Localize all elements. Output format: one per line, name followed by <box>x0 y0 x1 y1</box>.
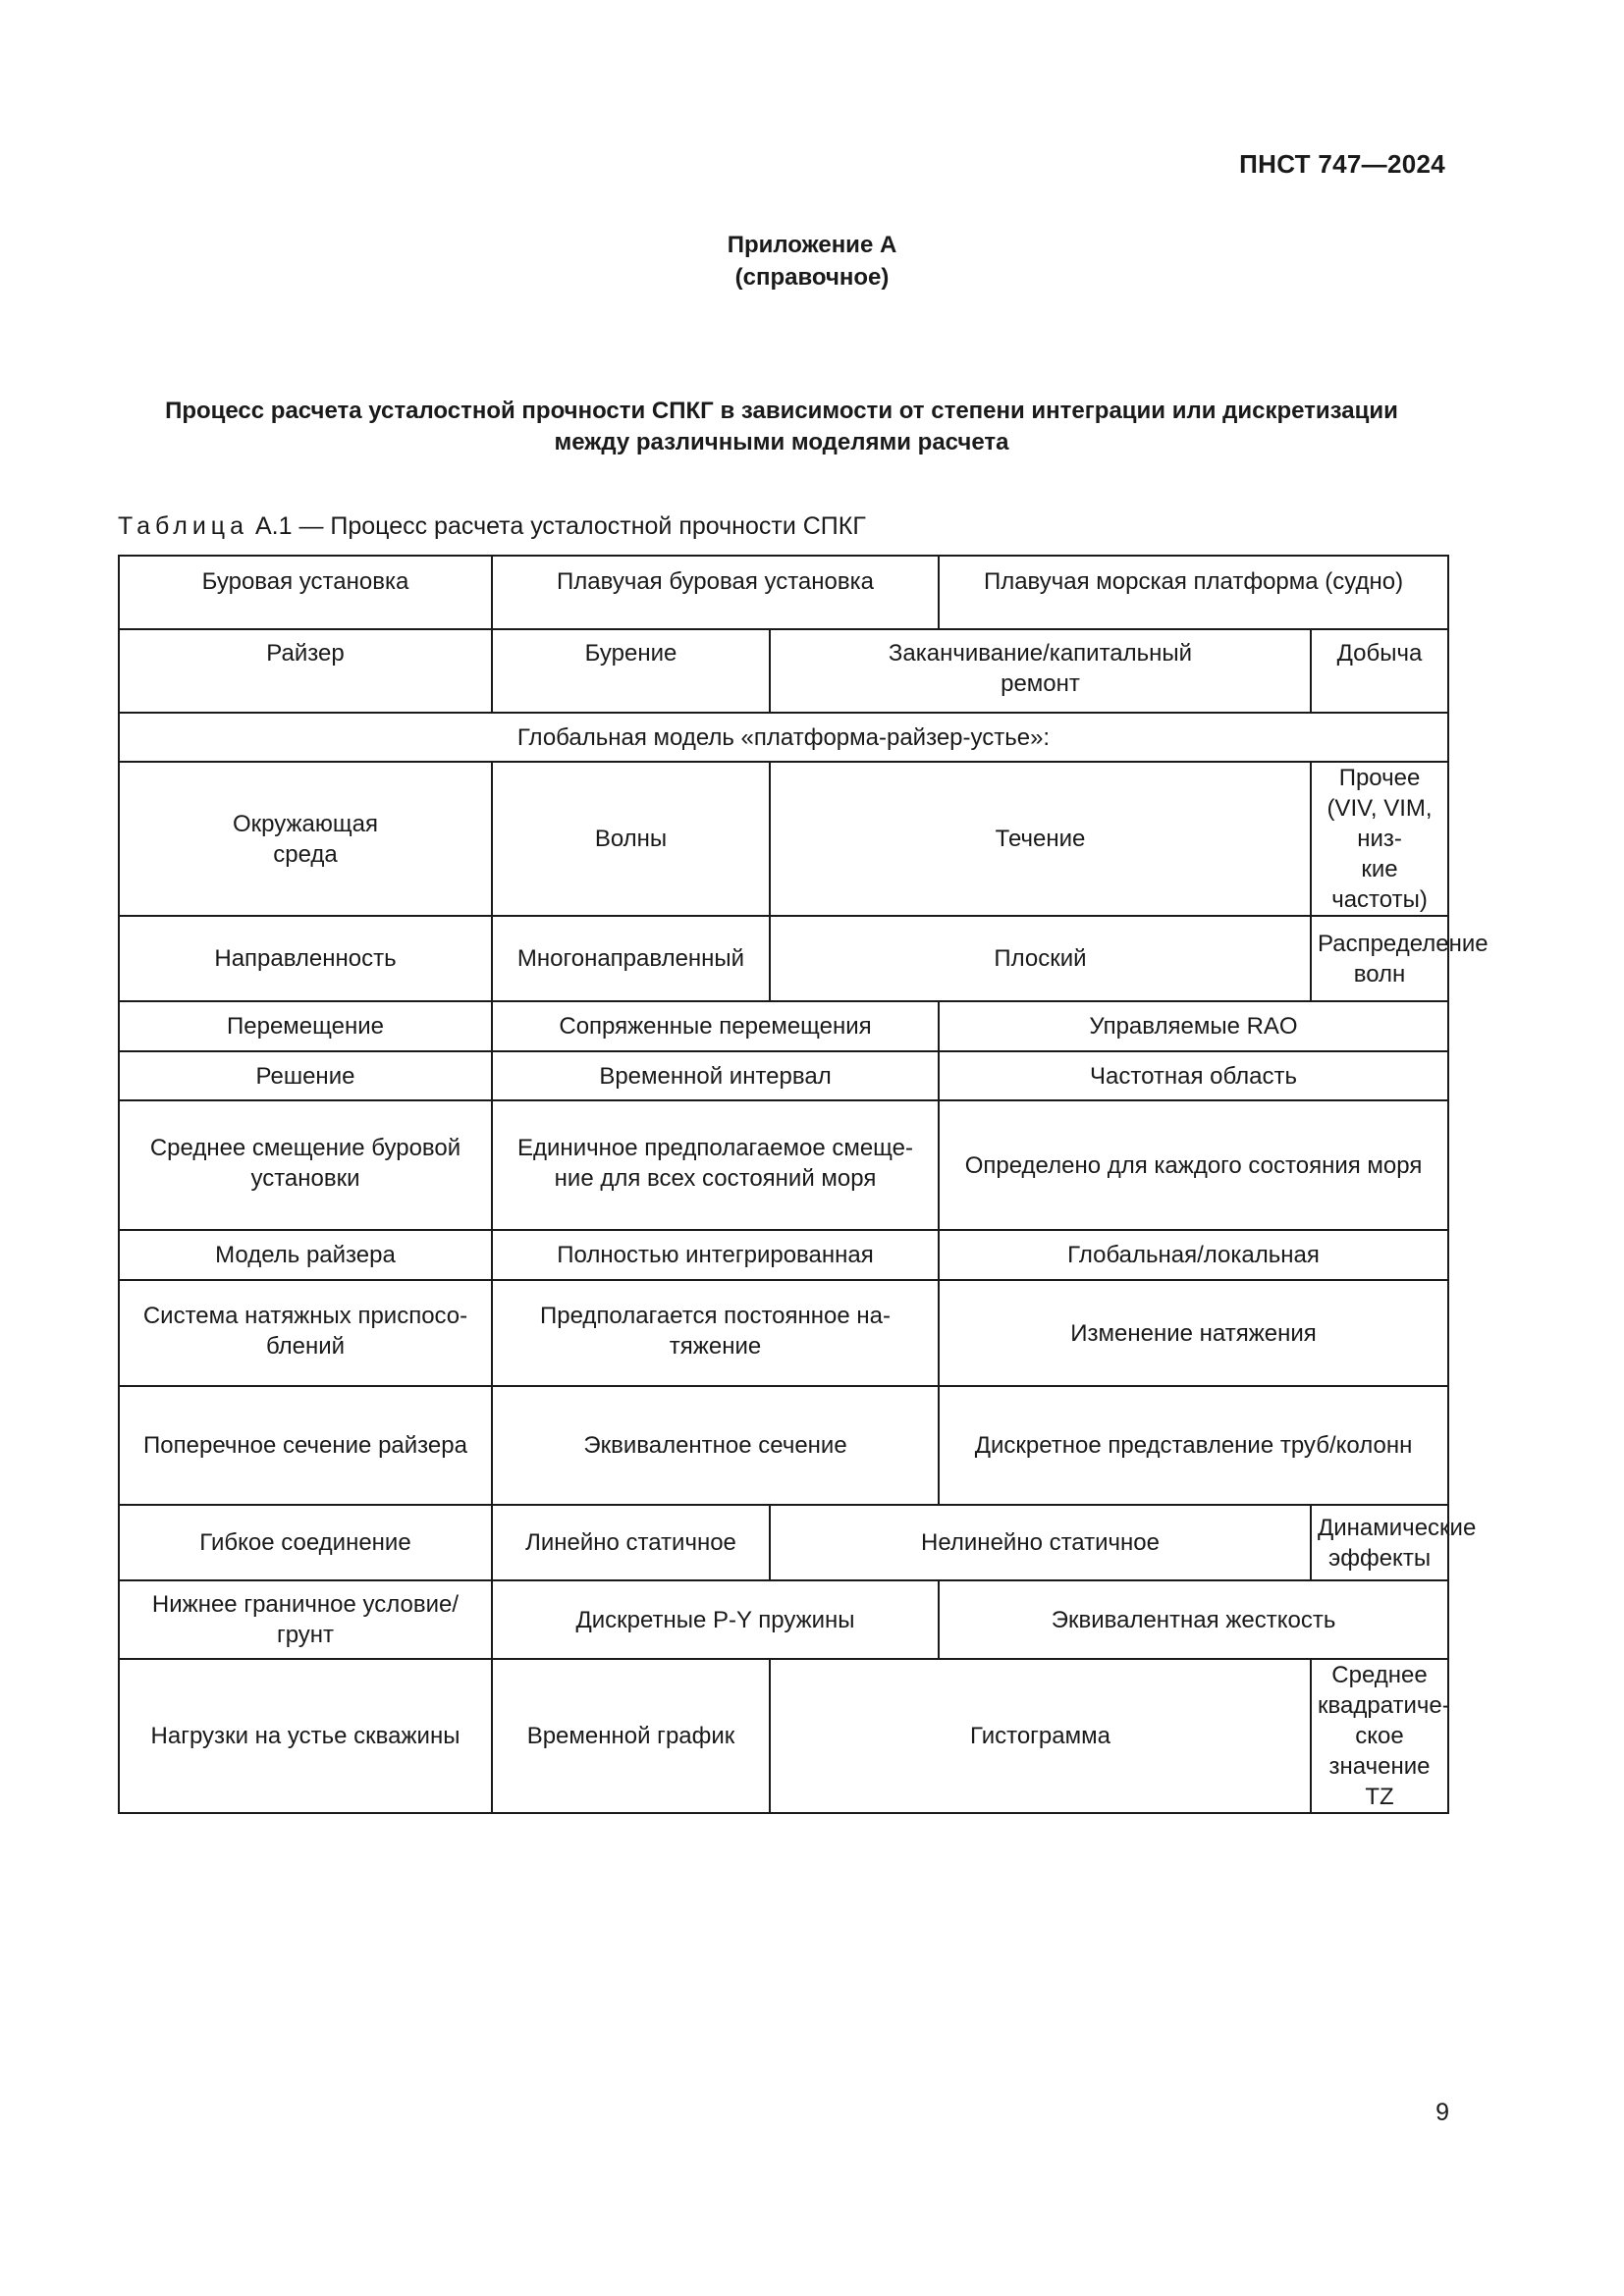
table-cell: Глобальная/локальная <box>939 1230 1448 1280</box>
cell-line: Система натяжных приспосо- <box>142 1303 468 1329</box>
table-cell <box>492 1100 939 1230</box>
table-cell: Изменение натяжения <box>939 1280 1448 1386</box>
table-caption <box>118 512 866 541</box>
table-cell <box>119 762 492 916</box>
table-cell: Эквивалентная жесткость <box>939 1580 1448 1659</box>
table-cell: Линейно статичное <box>492 1505 770 1580</box>
table-row <box>119 713 1448 762</box>
table-cell: Волны <box>492 762 770 916</box>
table-cell: Дискретные Р-Y пружины <box>492 1580 939 1659</box>
table-row <box>119 1280 1448 1386</box>
table-cell: Временной интервал <box>492 1051 939 1100</box>
table-row <box>119 556 1448 629</box>
table-cell: Бурение <box>492 629 770 713</box>
table-cell: Поперечное сечение райзера <box>119 1386 492 1505</box>
cell-line: Окружающая <box>232 810 378 837</box>
table-cell: Эквивалентное сечение <box>492 1386 939 1505</box>
table-cell: Управляемые RAO <box>939 1001 1448 1051</box>
heading-line-1: Процесс расчета усталостной прочности СПКГ в зависимости от степени интеграции или дискретизации <box>165 398 1398 424</box>
table-cell: Дискретное представление труб/колонн <box>939 1386 1448 1505</box>
table-cell <box>119 1580 492 1659</box>
caption-text: А.1 — Процесс расчета усталостной прочности СПКГ <box>248 512 866 540</box>
table-cell: Гибкое соединение <box>119 1505 492 1580</box>
cell-line: Среднее смещение буровой <box>149 1135 461 1161</box>
document-code: ПНСТ 747—2024 <box>1239 149 1445 179</box>
table-cell: Течение <box>770 762 1311 916</box>
table-row <box>119 1505 1448 1580</box>
cell-line: Заканчивание/капитальный <box>888 640 1193 667</box>
cell-line: среда <box>273 840 338 868</box>
cell-line: кие частоты) <box>1331 856 1428 913</box>
table-cell: Полностью интегрированная <box>492 1230 939 1280</box>
table-row <box>119 1001 1448 1051</box>
table-row <box>119 1659 1448 1813</box>
table-cell <box>119 1100 492 1230</box>
table-row <box>119 1386 1448 1505</box>
table-cell <box>770 629 1311 713</box>
heading-line-2: между различными моделями расчета <box>554 429 1009 455</box>
table-cell: Решение <box>119 1051 492 1100</box>
table-row <box>119 1100 1448 1230</box>
table-cell: Добыча <box>1311 629 1448 713</box>
table-cell: Направленность <box>119 916 492 1001</box>
table-cell: Перемещение <box>119 1001 492 1051</box>
table-cell: Сопряженные перемещения <box>492 1001 939 1051</box>
table-cell: Нелинейно статичное <box>770 1505 1311 1580</box>
section-heading <box>118 396 1445 458</box>
cell-line: Среднее квадратиче- <box>1318 1662 1450 1719</box>
table-cell: Распределение волн <box>1311 916 1448 1001</box>
cell-line: ремонт <box>1001 670 1080 697</box>
cell-line: Прочее (VIV, VIM, низ- <box>1326 765 1433 852</box>
table-row <box>119 1580 1448 1659</box>
table-cell: Многонаправленный <box>492 916 770 1001</box>
table-cell: Гистограмма <box>770 1659 1311 1813</box>
cell-line: Нижнее граничное условие/ <box>151 1591 460 1618</box>
table-cell: Райзер <box>119 629 492 713</box>
annex-title: Приложение А <box>727 232 897 258</box>
cell-line: тяжение <box>669 1333 762 1360</box>
fatigue-process-table <box>118 555 1489 1814</box>
table-cell: Динамические эффекты <box>1311 1505 1448 1580</box>
table-cell: Нагрузки на устье скважины <box>119 1659 492 1813</box>
cell-line: ское значение TZ <box>1328 1723 1431 1810</box>
table-cell: Буровая установка <box>119 556 492 629</box>
table-cell <box>492 1280 939 1386</box>
cell-line: грунт <box>276 1622 335 1648</box>
table-cell: Плоский <box>770 916 1311 1001</box>
annex-subtitle: (справочное) <box>734 264 890 291</box>
table-cell: Определено для каждого состояния моря <box>939 1100 1448 1230</box>
page-number: 9 <box>1435 2099 1449 2126</box>
table-cell: Частотная область <box>939 1051 1448 1100</box>
table-row <box>119 629 1448 713</box>
table-row <box>119 762 1448 916</box>
table-cell: Глобальная модель «платформа-райзер-устье»: <box>119 713 1448 762</box>
caption-prefix: Таблица <box>118 512 249 540</box>
table-cell: Плавучая морская платформа (судно) <box>939 556 1448 629</box>
table-cell: Временной график <box>492 1659 770 1813</box>
table-cell: Плавучая буровая установка <box>492 556 939 629</box>
cell-line: Единичное предполагаемое смеще- <box>517 1135 913 1161</box>
table-cell <box>119 1280 492 1386</box>
cell-line: Предполагается постоянное на- <box>540 1303 891 1329</box>
cell-line: ние для всех состояний моря <box>554 1165 877 1192</box>
table-row <box>119 1051 1448 1100</box>
table-cell <box>1311 762 1448 916</box>
table-row <box>119 1230 1448 1280</box>
table-cell: Модель райзера <box>119 1230 492 1280</box>
cell-line: блений <box>265 1333 346 1360</box>
table-row <box>119 916 1448 1001</box>
cell-line: установки <box>250 1165 360 1192</box>
table-cell <box>1311 1659 1448 1813</box>
